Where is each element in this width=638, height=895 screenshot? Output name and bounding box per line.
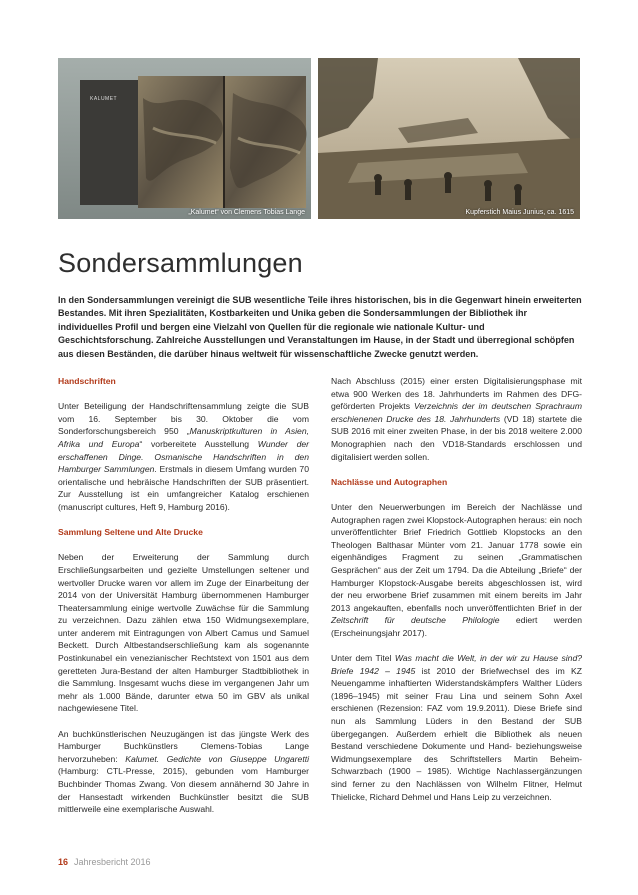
- page-title: Sondersammlungen: [58, 248, 303, 278]
- paragraph-buchkunst: An buchkünstlerischen Neuzugängen ist das jüngste Werk des Hamburger Buchkünstlers Clemens-Tobias Lange hervorzuheben: Kalumet. Gedichte von Giuseppe Ungaretti (Hamburg: CTL-Presse, 2015), gebunden vom Hamburger Buchbinder Thomas Zwang. Von diesem annähernd 30 Jahre in der Hansestadt wirkenden Buchkünstler besitzt die SUB mittlerweile eine exemplarische Auswahl.: [58, 728, 310, 815]
- book-illustration: [58, 58, 311, 219]
- engraving-photo: [318, 58, 580, 219]
- paragraph-klopstock: Unter den Neuerwerbungen im Bereich der Nachlässe und Autographen ragen zwei Klopstock-Autographen heraus: ein noch unveröffentlichter Brief Friedrich Gottlieb Klopstocks an den Theologen Balthasar Münter vom 21. Januar 1778 sowie ein eigenhändiges Fragment zu seinen „Grammatischen Gesprächen“ aus der Zeit um 1794. Da die Abteilung „Briefe“ der Hamburger Klopstock-Ausgabe bereits abgeschlossen ist, wird der neu erworbene Brief zusammen mit einem bereits im Jahr 2013 angekauften, ebenfalls noch unveröffentlichten Brief in der Zeitschrift für deutsche Philologie ediert werden (Erscheinungsjahr 2017).: [331, 501, 582, 638]
- left-photo-caption: „Kalumet“ von Clemens Tobias Lange: [188, 209, 305, 216]
- right-column: [331, 375, 582, 816]
- paragraph-seltene-drucke: Neben der Erweiterung der Sammlung durch Erschließungsarbeiten und gezielte Umstellungen seltener und wertvoller Drucke waren vor allem im Zuge der Einarbeitung der 2014 von der Universität Hamburg übernommenen Hamburger Theatersammlung einige wertvolle Zuwächse für die Sammlung zu verzeichnen. Dazu zählen etwa 150 Widmungsexemplare, unter anderem mit Eintragungen von Albert Camus und Samuel Beckett. Durch Altbestandserschließung kam als sogenannte Postinkunabel ein venezianischer Rechtstext von 1501 aus dem geretteten Jura-Bestand der alten Hamburger Stadtbibliothek in die Sammlung. Insgesamt wuchs diese im vergangenen Jahr um mehr als 1.000 Bände, darunter etwa 50 im GBV als unikal nachgewiesene Titel.: [58, 552, 309, 714]
- heading-nachlaesse: Nachlässe und Autographen: [331, 476, 448, 487]
- heading-seltene-drucke: Sammlung Seltene und Alte Drucke: [58, 527, 203, 538]
- page-number: 16: [58, 857, 69, 867]
- right-photo-caption: Kupferstich Maius Junius, ca. 1615: [465, 209, 574, 216]
- book-photo: [58, 58, 311, 219]
- footer-label: Jahresbericht 2016: [74, 857, 151, 867]
- paragraph-handschriften: Unter Beteiligung der Handschriftensammlung zeigte die SUB vom 16. September bis 30. Oktober die vom Sonderforschungsbereich 950 „Manuskriptkulturen in Asien, Afrika und Europa“ vorbereitete Ausstellung Wunder der erschaffenen Dinge. Osmanische Handschriften in den Hamburger Sammlungen. Erstmals in diesem Umfang wurden 70 orientalische und hebräische Handschriften der SUB präsentiert. Zur Ausstellung ist ein umfangreicher Katalog erschienen (manuscript cultures, Heft 9, Hamburg 2016).: [58, 401, 309, 512]
- book-cover-label: KALUMET: [90, 96, 118, 102]
- paragraph-vd18: Nach Abschluss (2015) einer ersten Digitalisierungsphase mit etwa 900 Werken des 18. Jahrhunderts im Rahmen des DFG-geförderten Projekts Verzeichnis der im deutschen Sprachraum erschienenen Drucke des 18. Jahrhunderts (VD 18) startete die SUB 2016 mit einer zweiten Phase, in der bis 2018 weitere 2.000 Monographien nach den VD18-Standards erschlossen und digitalisiert werden sollen.: [331, 376, 582, 462]
- page-footer: [58, 857, 151, 867]
- paragraph-lueders: Unter dem Titel Was macht die Welt, in der wir zu Hause sind? Briefe 1942 – 1945 ist 2010 der Briefwechsel des im KZ Neuengamme inhaftierten Widerstandskämpfers Walther Lüders (1896–1945) mit seiner Frau Lina und seinem Sohn Axel erschienen (Rezension: FAZ vom 19.9.2011). Diese Briefe sind nun als Sammlung Lüders in den Bestand der SUB übergegangen. Außerdem erhielt die Bibliothek als neuen Bestand verschiedene Dokumente und Hand- beziehungsweise Widmungsexemplare des Schriftstellers Martin Beheim-Schwarzbach (1900 – 1985). Wichtige Nachlassergänzungen sind ferner zu den Nachlässen von Wilhelm Flitner, Helmut Thielicke, Richard Dehmel und Hans Leip zu verzeichnen.: [331, 653, 583, 802]
- heading-handschriften: Handschriften: [58, 376, 116, 386]
- engraving-illustration: [318, 58, 580, 219]
- lead-paragraph: In den Sondersammlungen vereinigt die SUB wesentliche Teile ihres historischen, bis in die Gegenwart hinein erweiterten Bestandes. Mit ihren Spezialitäten, Kostbarkeiten und Unika geben die Sondersammlungen der Bibliothek ihr individuelles Profil und bergen eine Vielzahl von Quellen für die regionale wie nationale Kultur- und Geschichtsforschung. Zahlreiche Ausstellungen und Veranstaltungen im Hause, in der Stadt und überregional schöpfen aus diesen Beständen, die darüber hinaus weltweit für wissenschaftliche Zwecke genutzt werden.: [58, 295, 582, 359]
- left-column: [58, 375, 309, 828]
